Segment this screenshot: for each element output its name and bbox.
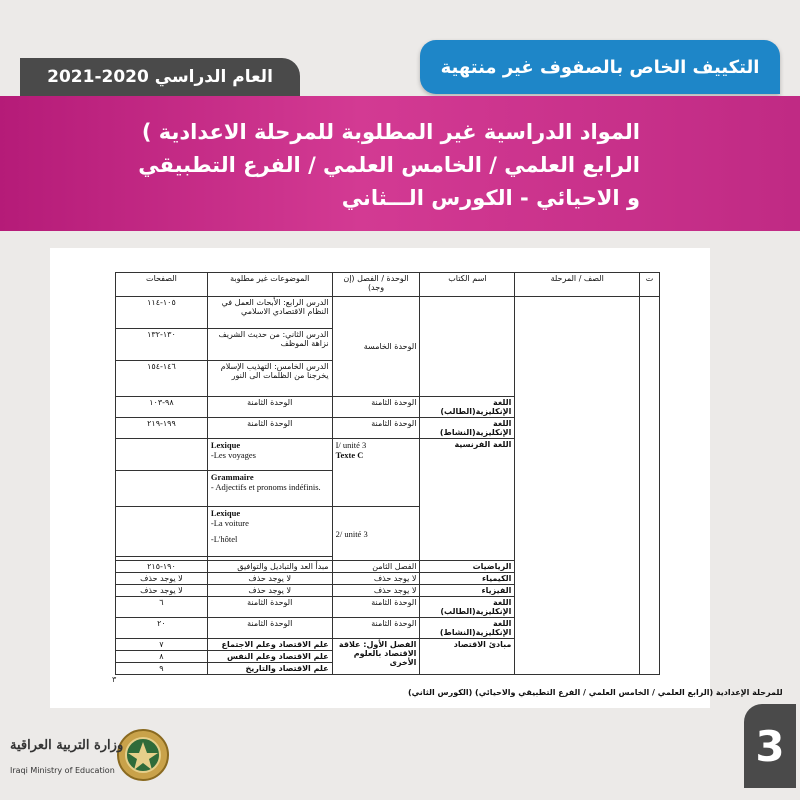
header-grade: الصف / المرحلة — [515, 273, 640, 297]
book-cell — [420, 297, 515, 397]
topic-cell — [207, 439, 332, 471]
curriculum-table — [115, 272, 660, 675]
lexique-item: -Les voyages — [210, 450, 256, 460]
topic-cell: الوحدة الثامنة — [207, 418, 332, 439]
pages-cell: ٧ — [116, 639, 208, 651]
pages-cell: ٨ — [116, 651, 208, 663]
topic-cell — [207, 507, 332, 557]
document-page-number: ٣ — [112, 675, 117, 684]
pages-cell — [116, 471, 208, 507]
book-cell: الرياضيات — [420, 561, 515, 573]
ministry-seal-icon — [116, 728, 170, 782]
lexique-item: -L'hôtel — [210, 534, 238, 544]
grammaire-title: Grammaire — [210, 472, 254, 482]
header-unit: الوحدة / الفصل (إن وجد) — [332, 273, 420, 297]
slide-number: 3 — [744, 704, 796, 788]
topic-cell: علم الاقتصاد وعلم النفس — [207, 651, 332, 663]
topic-cell: الوحدة الثامنة — [207, 618, 332, 639]
book-cell: اللغة الإنكليزية(النشاط) — [420, 418, 515, 439]
topic-cell: لا يوجد حذف — [207, 585, 332, 597]
pages-cell: ١٩٩-٢١٩ — [116, 418, 208, 439]
banner-line-1: المواد الدراسية غير المطلوبة للمرحلة الاعدادية ) — [141, 120, 640, 144]
grade-cell — [515, 297, 640, 675]
header-topics: الموضوعات غير مطلوبة — [207, 273, 332, 297]
pages-cell — [116, 439, 208, 471]
unit-cell: لا يوجد حذف — [332, 585, 420, 597]
topic-cell: الوحدة الثامنة — [207, 397, 332, 418]
topic-cell: لا يوجد حذف — [207, 573, 332, 585]
book-cell: اللغة الإنكليزية(النشاط) — [420, 618, 515, 639]
academic-year-badge: العام الدراسي 2020-2021 — [20, 58, 300, 96]
banner-line-3: و الاحيائي - الكورس الـــثاني — [341, 186, 640, 210]
book-cell: الكيمياء — [420, 573, 515, 585]
lexique-title: Lexique — [210, 508, 241, 518]
pages-cell: ٦ — [116, 597, 208, 618]
unit-cell: الوحدة الثامنة — [332, 597, 420, 618]
lexique-item: -La voiture — [210, 518, 249, 528]
pages-cell: ١٣٠-١٣٢ — [116, 329, 208, 361]
adaptation-title: التكييف الخاص بالصفوف غير منتهية — [420, 40, 780, 94]
pages-cell: ١٤٦-١٥٤ — [116, 361, 208, 397]
table-header-row — [116, 273, 660, 297]
book-cell: مبادئ الاقتصاد — [420, 639, 515, 675]
title-banner — [0, 96, 800, 231]
table-row — [116, 297, 660, 329]
topic-cell: الدرس الثاني: من حديث الشريف نزاهة الموظف — [207, 329, 332, 361]
document-footer: للمرحلة الإعدادية (الرابع العلمي / الخامس العلمي / الفرع التطبيقي والاحيائي) (الكورس الثاني) — [408, 688, 783, 697]
topic-cell: علم الاقتصاد والتاريخ — [207, 663, 332, 675]
pages-cell: ٩٨-١٠٣ — [116, 397, 208, 418]
header-book: اسم الكتاب — [420, 273, 515, 297]
banner-line-2: الرابع العلمي / الخامس العلمي / الفرع التطبيقي — [138, 153, 640, 177]
topic-cell: مبدأ العد والتباديل والتوافيق — [207, 561, 332, 573]
document-page — [50, 248, 783, 708]
ministry-logo — [8, 728, 173, 788]
header-pages: الصفحات — [116, 273, 208, 297]
topic-cell: الدرس الخامس: التهذيب الإسلام يخرجنا من الظلمات الى النور — [207, 361, 332, 397]
unit-cell: 2/ unité 3 — [332, 507, 420, 561]
lexique-title: Lexique — [210, 440, 241, 450]
unit-cell — [332, 439, 420, 507]
ministry-english-name: Iraqi Ministry of Education — [10, 766, 115, 775]
unit-cell: الفصل الأول: علاقة الاقتصاد بالعلوم الأخرى — [332, 639, 420, 675]
header-index: ت — [640, 273, 660, 297]
unit-cell: لا يوجد حذف — [332, 573, 420, 585]
pages-cell: لا يوجد حذف — [116, 573, 208, 585]
french-unit-1: I/ unité 3 — [335, 440, 367, 450]
topic-cell — [207, 471, 332, 507]
unit-cell: الوحدة الثامنة — [332, 397, 420, 418]
pages-cell: لا يوجد حذف — [116, 585, 208, 597]
french-text-c: Texte C — [335, 450, 364, 460]
index-cell — [640, 297, 660, 675]
pages-cell: ١٠٥-١١٤ — [116, 297, 208, 329]
unit-cell: الفصل الثامن — [332, 561, 420, 573]
pages-cell: ٢٠ — [116, 618, 208, 639]
grammaire-item: - Adjectifs et pronoms indéfinis. — [210, 482, 321, 492]
unit-cell: الوحدة الخامسة — [332, 297, 420, 397]
ministry-arabic-name: وزارة التربية العراقية — [10, 738, 124, 753]
pages-cell — [116, 507, 208, 557]
book-cell: اللغة الإنكليزية(الطالب) — [420, 397, 515, 418]
topic-cell: الوحدة الثامنة — [207, 597, 332, 618]
book-cell: الفيزياء — [420, 585, 515, 597]
pages-cell: ٩ — [116, 663, 208, 675]
unit-cell: الوحدة الثامنة — [332, 618, 420, 639]
pages-cell: ١٩٠-٢١٥ — [116, 561, 208, 573]
topic-cell: علم الاقتصاد وعلم الاجتماع — [207, 639, 332, 651]
book-cell: اللغة الإنكليزية(الطالب) — [420, 597, 515, 618]
book-cell: اللغة الفرنسية — [420, 439, 515, 561]
unit-cell: الوحدة الثامنة — [332, 418, 420, 439]
topic-cell: الدرس الرابع: الأبحاث العمل في النظام الاقتصادي الاسلامي — [207, 297, 332, 329]
